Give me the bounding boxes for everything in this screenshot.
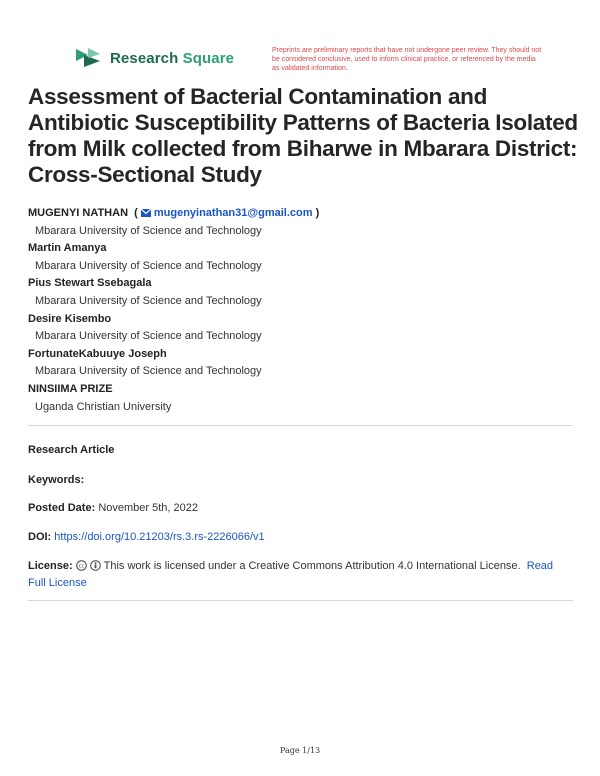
license: License: cc This work is licensed under a Creative Commons Attribution 4.0 International License. Read Full License xyxy=(28,560,554,589)
keywords: Keywords: xyxy=(28,474,85,486)
author-affiliation: Mbarara University of Science and Technology xyxy=(35,259,262,272)
author-name: NINSIIMA PRIZE xyxy=(28,382,113,395)
read-full-license-link[interactable]: Read Full License xyxy=(28,560,554,589)
divider xyxy=(28,425,573,426)
author-name: FortunateKabuuye Joseph xyxy=(28,347,167,360)
article-type: Research Article xyxy=(28,444,115,456)
divider xyxy=(28,600,573,601)
paper-title: Assessment of Bacterial Contamination and Antibiotic Susceptibility Patterns of Bacteria Isolated from Milk collected from Biharwe in Mbarara District: Cross-Sectional Study xyxy=(28,84,578,187)
author-name: Pius Stewart Ssebagala xyxy=(28,277,152,290)
page-number: Page 1/13 xyxy=(279,746,321,755)
cc-icon xyxy=(76,560,87,571)
research-square-logo-icon xyxy=(74,47,102,69)
author-name: Martin Amanya xyxy=(28,242,107,255)
logo-text: Research Square xyxy=(110,49,235,67)
doi-link[interactable]: https://doi.org/10.21203/rs.3.rs-2226066/v1 xyxy=(54,531,265,543)
doi: DOI: https://doi.org/10.21203/rs.3.rs-2226066/v1 xyxy=(28,531,265,543)
author-list xyxy=(28,205,573,416)
research-square-logo[interactable] xyxy=(74,47,234,69)
attribution-icon xyxy=(90,560,101,571)
author-affiliation: Mbarara University of Science and Technology xyxy=(35,365,262,378)
preprint-disclaimer: Preprints are preliminary reports that have not undergone peer review. They should not be considered conclusive, used to inform clinical practice, or referenced by the media as validated information. xyxy=(272,47,542,72)
author-name: MUGENYI NATHAN ( mugenyinathan31@gmail.com ) xyxy=(28,207,320,219)
author-name: Desire Kisembo xyxy=(28,312,112,325)
author-affiliation: Mbarara University of Science and Technology xyxy=(35,224,262,237)
posted-date: Posted Date: November 5th, 2022 xyxy=(28,502,198,514)
author-affiliation: Mbarara University of Science and Technology xyxy=(35,294,262,307)
author-affiliation: Mbarara University of Science and Technology xyxy=(35,330,262,343)
svg-text:cc: cc xyxy=(78,563,84,570)
email-icon xyxy=(141,209,151,217)
author-affiliation: Uganda Christian University xyxy=(35,400,172,413)
author-email-link[interactable]: mugenyinathan31@gmail.com xyxy=(153,207,313,219)
